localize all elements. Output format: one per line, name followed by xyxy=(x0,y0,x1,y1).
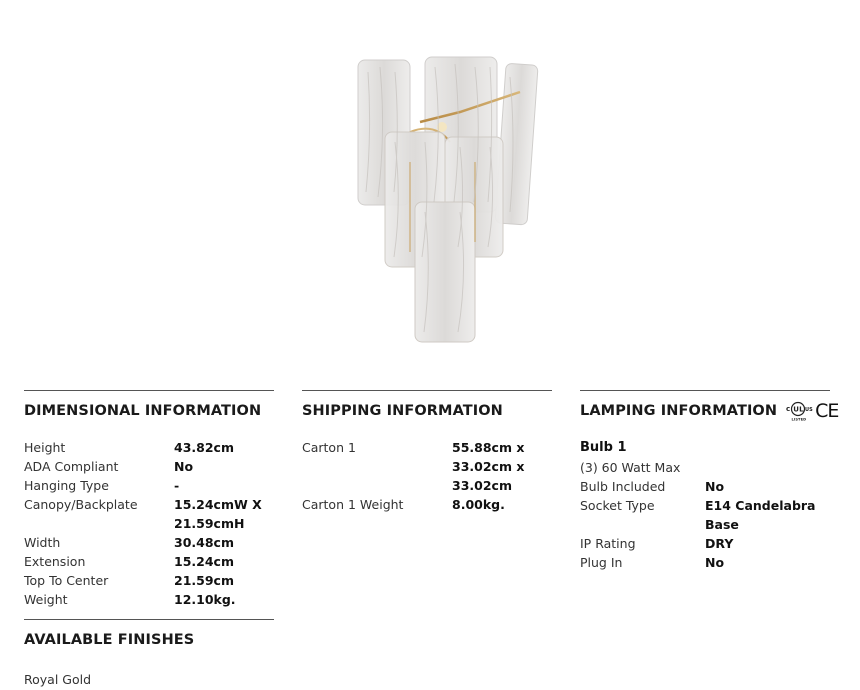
spec-label: Plug In xyxy=(580,555,623,570)
spec-row xyxy=(24,571,274,590)
spec-row xyxy=(24,476,274,495)
spec-value: 30.48cm xyxy=(174,535,234,550)
dimensional-list xyxy=(24,438,274,609)
spec-label: Hanging Type xyxy=(24,478,109,493)
ul-c-mark: c xyxy=(786,405,791,413)
spec-value: 55.88cm x 33.02cm x 33.02cm xyxy=(452,440,525,493)
spec-row xyxy=(24,590,274,609)
finishes-section xyxy=(24,619,274,687)
spec-label: IP Rating xyxy=(580,536,636,551)
ul-listed-icon xyxy=(785,400,811,422)
spec-label: Width xyxy=(24,535,61,550)
section-heading: SHIPPING INFORMATION xyxy=(302,403,503,419)
section-divider xyxy=(580,390,830,391)
ul-mark-text: UL xyxy=(793,405,804,414)
spec-label: Weight xyxy=(24,592,68,607)
wall-sconce-illustration xyxy=(350,52,540,347)
spec-row xyxy=(302,495,552,514)
spec-value: DRY xyxy=(705,536,734,551)
spec-value: - xyxy=(174,478,180,493)
spec-label: Bulb Included xyxy=(580,479,666,494)
spec-value: 8.00kg. xyxy=(452,497,505,512)
spec-row xyxy=(24,495,274,533)
spec-label: Top To Center xyxy=(24,573,109,588)
spec-label: Carton 1 xyxy=(302,440,356,455)
bulb-description: (3) 60 Watt Max xyxy=(580,460,681,475)
spec-row xyxy=(580,496,830,534)
spec-value: 43.82cm xyxy=(174,440,234,455)
ul-listed-text: LISTED xyxy=(791,417,807,422)
section-heading: AVAILABLE FINISHES xyxy=(24,632,195,648)
shipping-list xyxy=(302,438,552,514)
shipping-section xyxy=(302,390,552,514)
section-heading: DIMENSIONAL INFORMATION xyxy=(24,403,262,419)
finish-value: Royal Gold xyxy=(24,672,92,687)
spec-value: 12.10kg. xyxy=(174,592,236,607)
spec-row xyxy=(24,552,274,571)
spec-label: Extension xyxy=(24,554,86,569)
spec-label: Socket Type xyxy=(580,498,655,513)
ul-us-mark: US xyxy=(805,407,813,413)
spec-row xyxy=(580,477,830,496)
spec-row xyxy=(580,534,830,553)
spec-row xyxy=(24,533,274,552)
section-divider xyxy=(24,390,274,391)
section-heading xyxy=(580,399,839,423)
bulb-title: Bulb 1 xyxy=(580,440,627,455)
spec-value: No xyxy=(705,479,725,494)
lamping-section xyxy=(580,390,839,572)
spec-label: Height xyxy=(24,440,66,455)
spec-row xyxy=(24,457,274,476)
spec-value: No xyxy=(174,459,194,474)
lamping-list xyxy=(580,438,830,572)
certification-badges xyxy=(785,400,838,422)
spec-row xyxy=(580,553,830,572)
spec-value: 15.24cmW X 21.59cmH xyxy=(174,497,262,531)
spec-value: 15.24cm xyxy=(174,554,234,569)
section-divider xyxy=(302,390,552,391)
product-image xyxy=(350,52,540,347)
spec-row xyxy=(24,438,274,457)
dimensional-section xyxy=(24,390,274,609)
spec-row xyxy=(302,438,552,495)
section-divider xyxy=(24,619,274,620)
spec-value: E14 Candelabra Base xyxy=(705,498,816,532)
ce-mark-icon: CE xyxy=(815,400,839,422)
spec-value: No xyxy=(705,555,725,570)
spec-label: Canopy/Backplate xyxy=(24,497,138,512)
spec-value: 21.59cm xyxy=(174,573,234,588)
spec-label: Carton 1 Weight xyxy=(302,497,404,512)
spec-label: ADA Compliant xyxy=(24,459,119,474)
section-heading-text: LAMPING INFORMATION xyxy=(580,403,778,419)
